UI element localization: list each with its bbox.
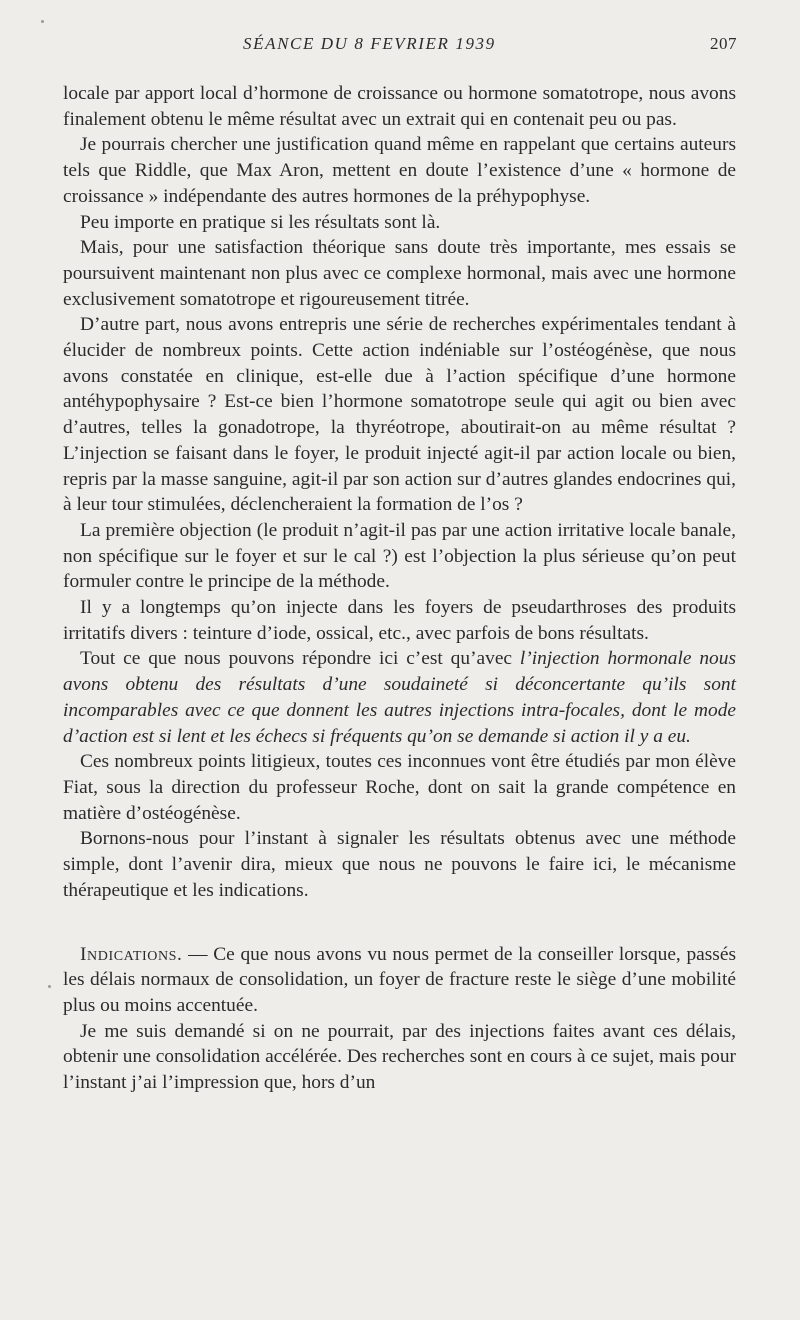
paper-speck	[48, 985, 51, 988]
running-head	[63, 32, 736, 58]
section-paragraph	[63, 942, 736, 1019]
paragraph: D’autre part, nous avons entrepris une série de recherches expérimentales tendant à élucider de nombreux points. Cette action indéniable sur l’ostéogénèse, que nous avons constatée en clinique, est-elle due à l’action spécifique d’une hormone antéhypophysaire ? Est-ce bien l’hormone somatotrope seule qui agit ou bien avec d’autres, telles la gonadotrope, la thyréotrope, aboutirait-on au même résultat ? L’injection se faisant dans le foyer, le produit injecté agit-il par action locale ou bien, repris par la masse sanguine, agit-il par son action sur d’autres glandes endocrines qui, à leur tour stimulées, déclencheraient la formation de l’os ?	[63, 314, 736, 516]
paragraph: Ces nombreux points litigieux, toutes ces inconnues vont être étudiés par mon élève Fiat, sous la direction du professeur Roche, dont on sait la grande compétence en matière d’ostéogénèse.	[63, 751, 736, 824]
page-number: 207	[710, 34, 737, 53]
paragraph: Peu importe en pratique si les résultats sont là.	[80, 211, 441, 233]
paragraph: Mais, pour une satisfaction théorique sans doute très importante, mes essais se poursuivent maintenant non plus avec ce complexe hormonal, mais avec une hormone exclusivement somatotrope et rigoureusement titrée.	[63, 237, 736, 310]
paragraph-continued: locale par apport local d’hormone de croissance ou hormone somatotrope, nous avons finalement obtenu le même résultat avec un extrait qui en contenait peu ou pas.	[63, 83, 736, 130]
paragraph: Il y a longtemps qu’on injecte dans les foyers de pseudarthroses des produits irritatifs divers : teinture d’iode, ossical, etc., avec parfois de bons résultats.	[63, 597, 736, 644]
paragraph-with-emphasis	[63, 646, 736, 749]
body-text	[63, 81, 736, 1096]
paragraph: Je pourrais chercher une justification quand même en rappelant que certains auteurs tels que Riddle, que Max Aron, mettent en doute l’existence d’une « hormone de croissance » indépendante des autres hormones de la préhypophyse.	[63, 134, 736, 207]
section-lead-text: — Ce que nous avons vu nous permet de la conseiller lorsque, passés les délais normaux de consolidation, un foyer de fracture reste le siège d’une mobilité plus ou moins accentuée.	[63, 943, 736, 1016]
section-heading: Indications.	[80, 943, 183, 965]
paragraph: La première objection (le produit n’agit-il pas par une action irritative locale banale, non spécifique sur le foyer et sur le cal ?) est l’objection la plus sérieuse qu’on peut formuler contre le principe de la méthode.	[63, 519, 736, 593]
paragraph: Bornons-nous pour l’instant à signaler les résultats obtenus avec une méthode simple, dont l’avenir dira, mieux que nous ne pouvons le faire ici, le mécanisme thérapeutique et les indications.	[63, 828, 736, 901]
paragraph: Je me suis demandé si on ne pourrait, par des injections faites avant ces délais, obtenir une consolidation accélérée. Des recherches sont en cours à ce sujet, mais pour l’instant j’ai l’impression que, hors d’un	[63, 1020, 736, 1094]
paragraph-plain-text: Tout ce que nous pouvons répondre ici c’est qu’avec	[80, 648, 520, 670]
paper-speck	[41, 20, 44, 23]
italic-emphasis: l’injection hormonale nous avons obtenu des résultats d’une soudaineté si déconcertante qu’ils sont incomparables avec ce que donnent les autres injections intra-focales, dont le mode d’action est si lent et les échecs si fréquents qu’on se demande si action il y a eu.	[63, 648, 736, 747]
running-title: SÉANCE DU 8 FEVRIER 1939	[243, 34, 496, 53]
